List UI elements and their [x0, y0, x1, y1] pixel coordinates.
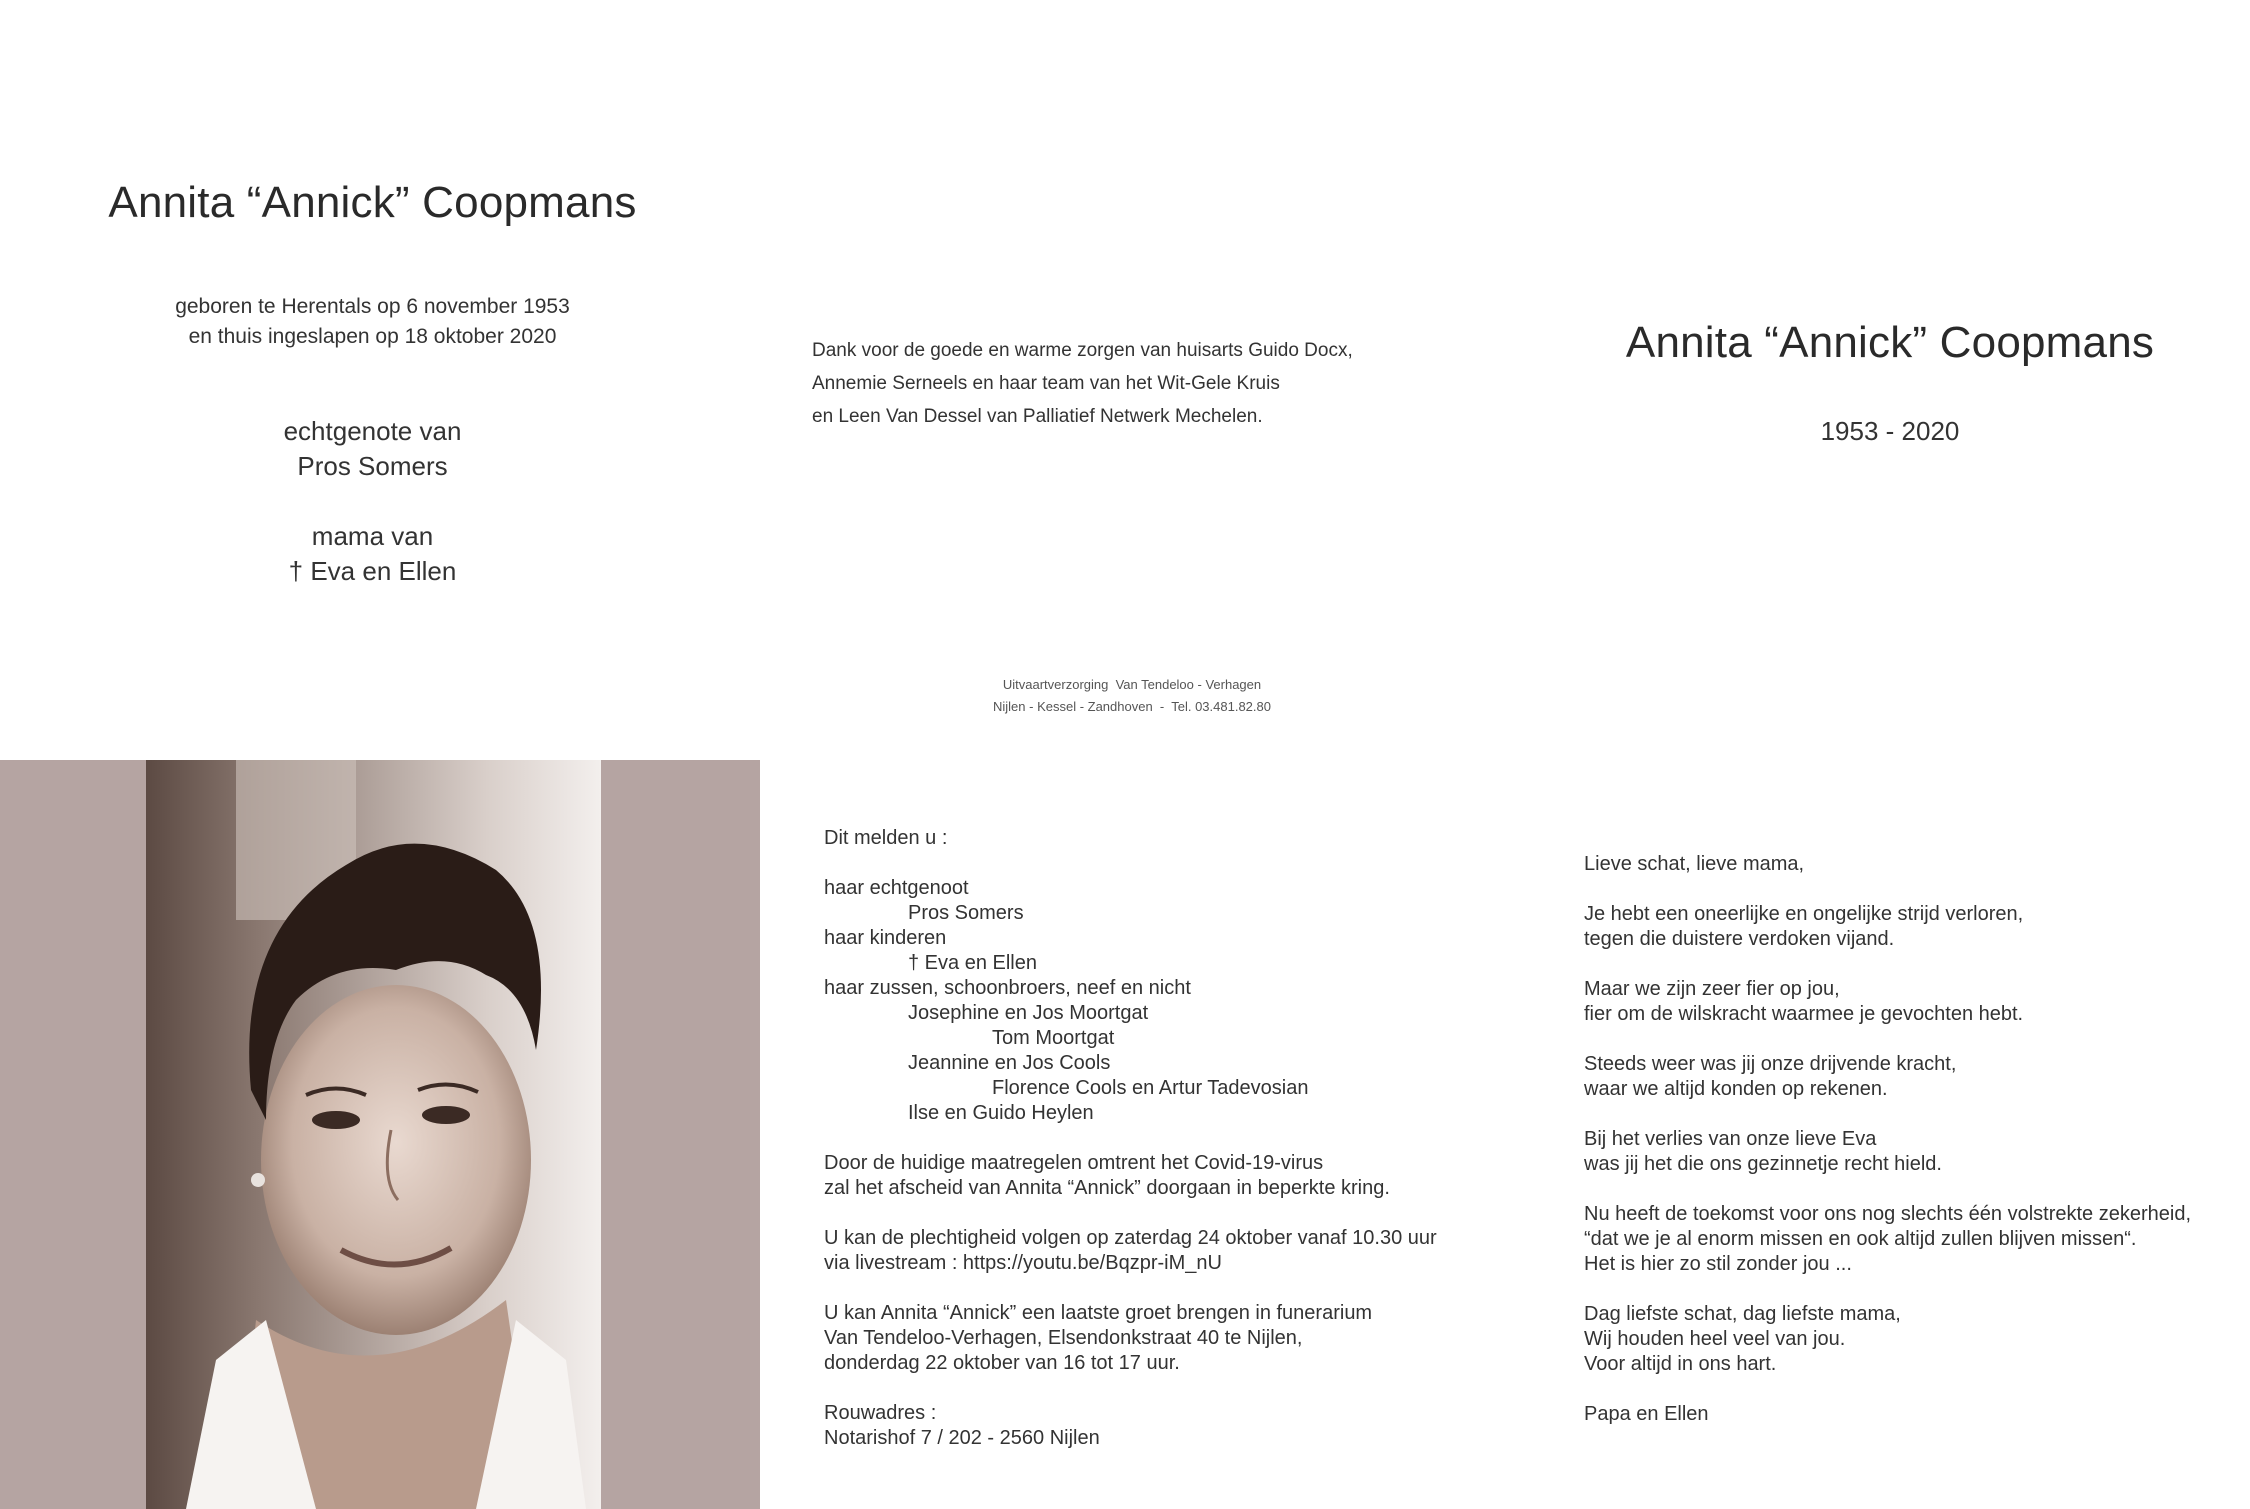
announcement-line: Tom Moortgat	[992, 1027, 1115, 1049]
spouse-name: Pros Somers	[297, 451, 448, 481]
portrait-photo	[146, 760, 601, 1509]
letter-line	[1584, 1177, 2234, 1202]
announcement-line: Door de huidige maatregelen omtrent het Covid-19-virus	[824, 1152, 1324, 1174]
announcement-line: Van Tendeloo-Verhagen, Elsendonkstraat 40 te Nijlen,	[824, 1327, 1303, 1349]
birth-death-text	[40, 292, 705, 352]
mother-label: mama van	[311, 521, 434, 551]
letter-line: Lieve schat, lieve mama,	[1584, 853, 1805, 875]
letter-line: Steeds weer was jij onze drijvende kracht,	[1584, 1053, 1957, 1075]
announcement-line: Florence Cools en Artur Tadevosian	[992, 1077, 1309, 1099]
letter-line: tegen die duistere verdoken vijand.	[1584, 928, 1895, 950]
announcement-line: Pros Somers	[908, 902, 1024, 924]
funeral-home-name: Uitvaartverzorging Van Tendeloo - Verhagen	[1002, 677, 1262, 692]
spouse-label: echtgenote van	[283, 416, 462, 446]
announcement-line: Notarishof 7 / 202 - 2560 Nijlen	[824, 1427, 1100, 1449]
announcement-line: haar echtgenoot	[824, 877, 969, 899]
letter-line: Papa en Ellen	[1584, 1403, 1709, 1425]
announcement-line	[824, 851, 1504, 876]
announcement-line: U kan Annita “Annick” een laatste groet brengen in funerarium	[824, 1302, 1373, 1324]
letter-line: waar we altijd konden op rekenen.	[1584, 1078, 1888, 1100]
announcement-line: zal het afscheid van Annita “Annick” doorgaan in beperkte kring.	[824, 1177, 1390, 1199]
letter-line: Nu heeft de toekomst voor ons nog slechts één volstrekte zekerheid,	[1584, 1203, 2192, 1225]
thanks-line: Annemie Serneels en haar team van het Wit-Gele Kruis	[812, 373, 1280, 394]
announcement-line: Dit melden u :	[824, 827, 948, 849]
letter-line: “dat we je al enorm missen en ook altijd zullen blijven missen“.	[1584, 1228, 2137, 1250]
thanks-text	[812, 334, 1412, 433]
letter-line: Maar we zijn zeer fier op jou,	[1584, 978, 1840, 1000]
thanks-line: Dank voor de goede en warme zorgen van huisarts Guido Docx,	[812, 340, 1353, 361]
deceased-name-heading: Annita “Annick” Coopmans	[108, 178, 637, 227]
announcement-line: † Eva en Ellen	[908, 952, 1037, 974]
announcement-line: haar kinderen	[824, 927, 947, 949]
announcement-line	[824, 1376, 1504, 1401]
letter-line	[1584, 877, 2234, 902]
funeral-home-contact: Nijlen - Kessel - Zandhoven - Tel. 03.481.82.80	[993, 699, 1271, 714]
family-relations	[40, 414, 705, 589]
announcement-line	[824, 1201, 1504, 1226]
announcement-line: via livestream : https://youtu.be/Bqzpr-iM_nU	[824, 1252, 1222, 1274]
letter-line: fier om de wilskracht waarmee je gevochten hebt.	[1584, 1003, 2024, 1025]
photo-frame	[0, 760, 760, 1509]
birth-line: geboren te Herentals op 6 november 1953	[175, 295, 570, 318]
announcement-line: Jeannine en Jos Cools	[908, 1052, 1111, 1074]
letter-line: Voor altijd in ons hart.	[1584, 1353, 1777, 1375]
announcement-line: haar zussen, schoonbroers, neef en nicht	[824, 977, 1191, 999]
letter-line	[1584, 952, 2234, 977]
letter-line: Je hebt een oneerlijke en ongelijke strijd verloren,	[1584, 903, 2024, 925]
letter-line: Bij het verlies van onze lieve Eva	[1584, 1128, 1877, 1150]
announcement-line: donderdag 22 oktober van 16 tot 17 uur.	[824, 1352, 1180, 1374]
letter-line	[1584, 1377, 2234, 1402]
announcement-line: Rouwadres :	[824, 1402, 937, 1424]
cover-name-heading: Annita “Annick” Coopmans	[1625, 318, 2155, 367]
announcement-line	[824, 1126, 1504, 1151]
announcement-line: Ilse en Guido Heylen	[908, 1102, 1094, 1124]
announcement-line: Josephine en Jos Moortgat	[908, 1002, 1149, 1024]
announcement-line	[824, 1276, 1504, 1301]
letter-line: was jij het die ons gezinnetje recht hield.	[1584, 1153, 1942, 1175]
letter-line: Wij houden heel veel van jou.	[1584, 1328, 1846, 1350]
letter-line: Het is hier zo stil zonder jou ...	[1584, 1253, 1852, 1275]
funeral-home-credit	[882, 674, 1382, 718]
thanks-line: en Leen Van Dessel van Palliatief Netwerk Mechelen.	[812, 406, 1263, 427]
announcement-line: U kan de plechtigheid volgen op zaterdag 24 oktober vanaf 10.30 uur	[824, 1227, 1437, 1249]
announcement-text	[824, 826, 1504, 1451]
letter-text	[1584, 852, 2234, 1427]
letter-line	[1584, 1277, 2234, 1302]
death-line: en thuis ingeslapen op 18 oktober 2020	[188, 325, 557, 348]
letter-line	[1584, 1027, 2234, 1052]
letter-line: Dag liefste schat, dag liefste mama,	[1584, 1303, 1901, 1325]
cover-years: 1953 - 2020	[1820, 416, 1960, 446]
children-names: † Eva en Ellen	[288, 556, 457, 586]
letter-line	[1584, 1102, 2234, 1127]
